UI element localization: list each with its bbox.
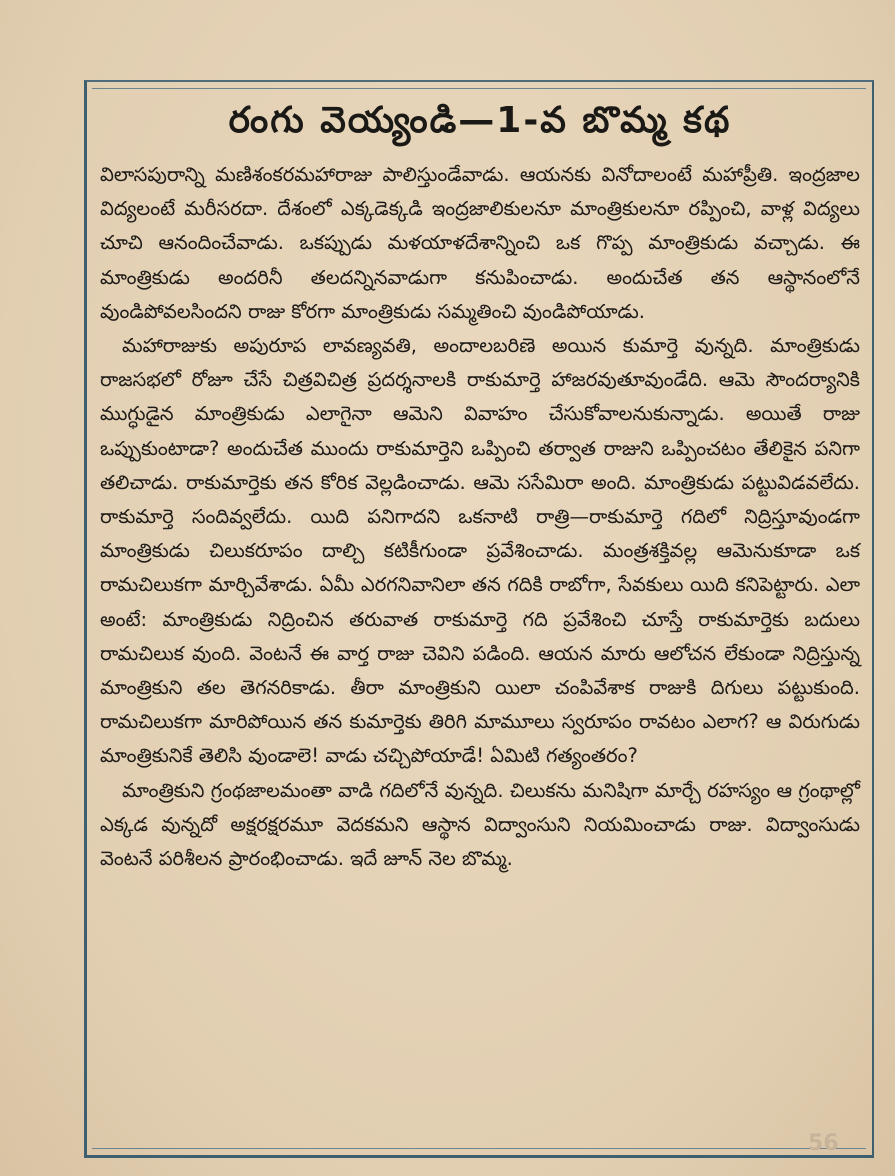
paragraph-2: మహారాజుకు అపురూప లావణ్యవతి, అందాలబరిణె అయిన కుమార్తె వున్నది. మాంత్రికుడు రాజసభలో రోజూ చేసే చిత్రవిచిత్ర ప్రదర్శనాలకి రాకుమార్తె హాజరవుతూవుండేది. ఆమె సౌందర్యానికి ముగ్ధుడైన మాంత్రికుడు ఎలాగైనా ఆమెని వివాహం చేసుకోవాలనుకున్నాడు. అయితే రాజు ఒప్పుకుంటాడా? అందుచేత ముందు రాకుమార్తెని ఒప్పించి తర్వాత రాజుని ఒప్పించటం తేలికైన పనిగా తలిచాడు. రాకుమార్తెకు తన కోరిక వెల్లడించాడు. ఆమె ససేమిరా అంది. మాంత్రికుడు పట్టువిడవలేదు. రాకుమార్తె సందివ్వలేదు. యిది పనిగాదని ఒకనాటి రాత్రి—రాకుమార్తె గదిలో నిద్రిస్తూవుండగా మాంత్రికుడు చిలుకరూపం దాల్చి కటికీగుండా ప్రవేశించాడు. మంత్రశక్తివల్ల ఆమెనుకూడా ఒక రామచిలుకగా మార్చివేశాడు. ఏమీ ఎరగనివానిలా తన గదికి రాబోగా, సేవకులు యిది కనిపెట్టారు. ఎలా అంటే: మాంత్రికుడు నిద్రించిన తరువాత రాకుమార్తె గది ప్రవేశించి చూస్తే రాకుమార్తెకు బదులు రామచిలుక వుంది. వెంటనే ఈ వార్త రాజు చెవిని పడింది. ఆయన మారు ఆలోచన లేకుండా నిద్రిస్తున్న మాంత్రికుని తల తెగనరికాడు. తీరా మాంత్రికుని యిలా చంపివేశాక రాజుకి దిగులు పట్టుకుంది. రామచిలుకగా మారిపోయిన తన కుమార్తెకు తిరిగి మామూలు స్వరూపం రావటం ఎలాగ? ఆ విరుగుడు మాంత్రికునికే తెలిసి వుండాలె! వాడు చచ్చిపోయాడే! ఏమిటి గత్యంతరం?	[100, 334, 860, 768]
paragraph-1: విలాసపురాన్ని మణిశంకరమహారాజు పాలిస్తుండేవాడు. ఆయనకు వినోదాలంటే మహాప్రీతి. ఇంద్రజాల విద్యలంటే మరీసరదా. దేశంలో ఎక్కడెక్కడి ఇంద్రజాలికులనూ మాంత్రికులనూ రప్పించి, వాళ్ల విద్యలు చూచి ఆనందించేవాడు. ఒకప్పుడు మళయాళదేశాన్నించి ఒక గొప్ప మాంత్రికుడు వచ్చాడు. ఈ మాంత్రికుడు అందరినీ తలదన్నినవాడుగా కనుపించాడు. అందుచేత తన ఆస్థానంలోనే వుండిపోవలసిందని రాజు కోరగా మాంత్రికుడు సమ్మతించి వుండిపోయాడు.	[100, 163, 860, 323]
story-body	[100, 158, 860, 876]
paragraph-3: మాంత్రికుని గ్రంథజాలమంతా వాడి గదిలోనే వున్నది. చిలుకను మనిషిగా మార్చే రహస్యం ఆ గ్రంథాల్లో ఎక్కడ వున్నదో అక్షరక్షరమూ వెదకమని ఆస్థాన విద్వాంసుని నియమించాడు రాజు. విద్వాంసుడు వెంటనే పరిశీలన ప్రారంభించాడు. ఇదే జూన్ నెల బొమ్మ.	[100, 778, 860, 871]
page-number: 56	[808, 1131, 839, 1156]
story-title: రంగు వెయ్యండి—1-వ బొమ్మ కథ	[228, 100, 732, 141]
border-rule-bottom	[92, 1148, 866, 1149]
border-rule-top	[92, 88, 866, 89]
